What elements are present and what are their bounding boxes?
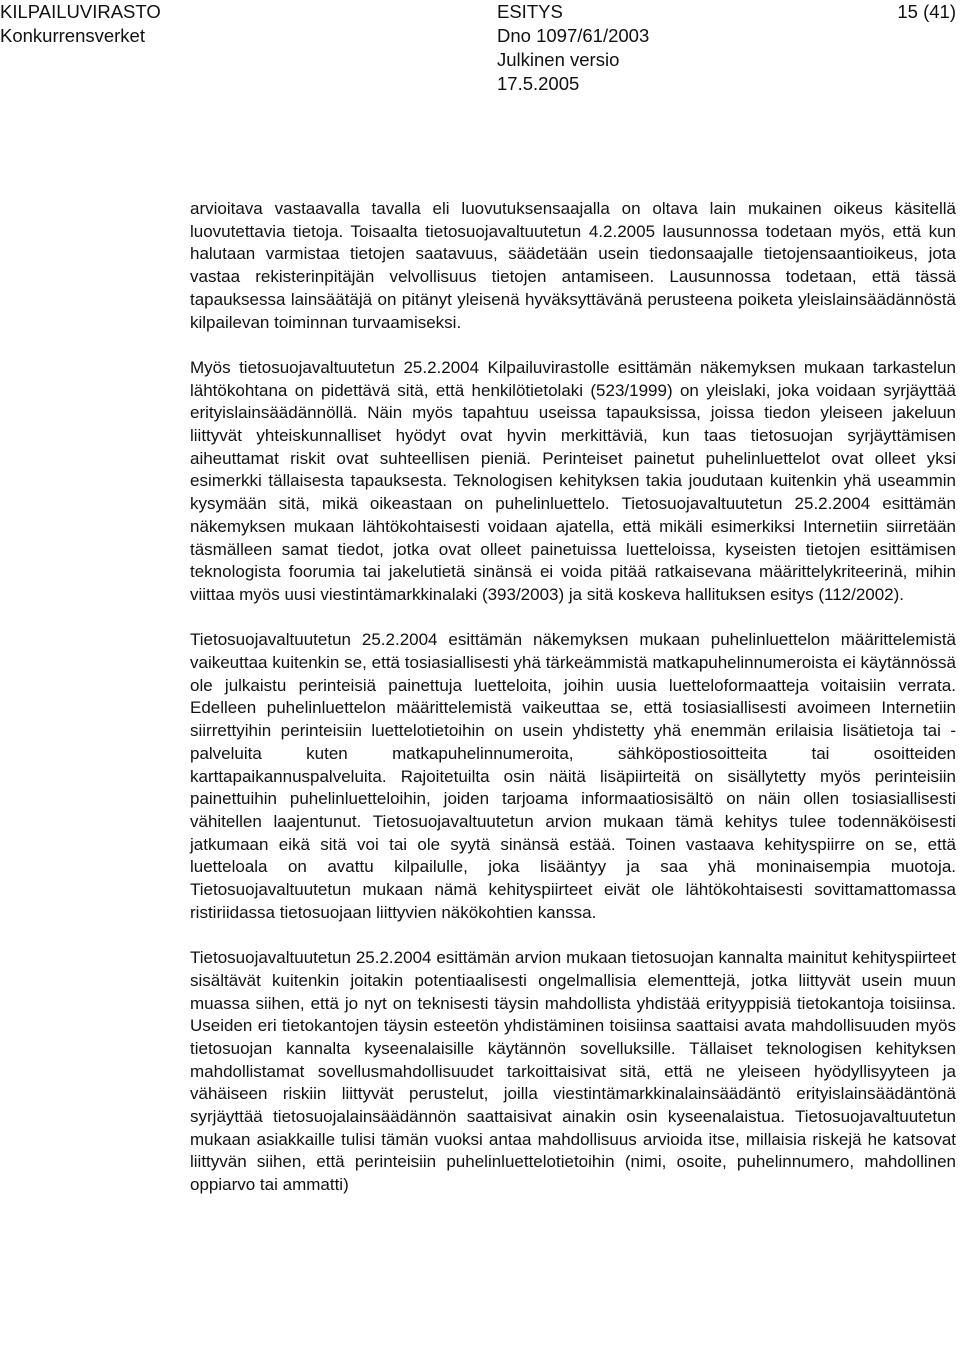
agency-name-swedish: Konkurrensverket xyxy=(0,25,145,46)
document-header xyxy=(0,0,960,96)
body-paragraph: Myös tietosuojavaltuutetun 25.2.2004 Kilpailuvirastolle esittämän näkemyksen mukaan tarkastelun lähtökohtana on pidettävä sitä, että henkilötietolaki (523/1999) on yleislaki, joka voidaan syrjäyttää erityislainsäädännöllä. Näin myös tapahtuu useissa tapauksissa, joissa tiedon yleiseen jakeluun liittyvät yhteiskunnalliset hyödyt ovat hyvin merkittäviä, kun taas tietosuojan syrjäyttämisen aiheuttamat riskit ovat suhteellisen pieniä. Perinteiset painetut puhelinluettelot ovat olleet yksi esimerkki tällaisesta tapauksesta. Teknologisen kehityksen takia joudutaan kuitenkin yhä useammin kysymään sitä, mikä oikeastaan on puhelinluettelo. Tietosuojavaltuutetun 25.2.2004 esittämän näkemyksen mukaan lähtökohtaisesti voidaan ajatella, että mikäli esimerkiksi Internetiin siirretään täsmälleen samat tiedot, jotka ovat olleet painetuissa luetteloissa, kyseisten tietojen esittämisen teknologista foorumia tai jakelutietä sinänsä ei voida pitää ratkaisevana määrittelykriteerinä, mihin viittaa myös uusi viestintämarkkinalaki (393/2003) ja sitä koskeva hallituksen esitys (112/2002). xyxy=(190,357,956,604)
body-paragraph: Tietosuojavaltuutetun 25.2.2004 esittämän näkemyksen mukaan puhelinluettelon määrittelemistä vaikeuttaa kuitenkin se, että tosiasiallisesti yhä tärkeämmistä matkapuhelinnumeroista ei käytännössä ole julkaistu perinteisiä painettuja luetteloita, joihin uusia luetteloformaatteja voitaisiin verrata. Edelleen puhelinluettelon määrittelemistä vaikeuttaa se, että tosiasiallisesti avoimeen Internetiin siirrettyihin perinteisiin luettelotietoihin on usein yhdistetty yhä enemmän erilaisia lisätietoja tai -palveluita kuten matkapuhelinnumeroita, sähköpostiosoitteita tai osoitteiden karttapaikannuspalveluita. Rajoitetuilta osin näitä lisäpiirteitä on sisällytetty myös perinteisiin painettuihin puhelinluetteloihin, joiden tarjoama informaatiosisältö on näin ollen tosiasiallisesti vähitellen laajentunut. Tietosuojavaltuutetun arvion mukaan tämä kehitys tulee todennäköisesti jatkumaan eikä sitä voi tai ole syytä sinänsä estää. Toinen vastaava kehityspiirre on se, että luetteloala on avattu kilpailulle, joka lisääntyy ja saa yhä moninaisempia muotoja. Tietosuojavaltuutetun mukaan nämä kehityspiirteet eivät ole lähtökohtaisesti sovittamattomassa ristiriidassa tietosuojaan liittyvien näkökohtien kanssa. xyxy=(190,630,956,922)
case-number: Dno 1097/61/2003 xyxy=(497,25,650,46)
body-paragraph: arvioitava vastaavalla tavalla eli luovutuksensaajalla on oltava lain mukainen oikeus käsitellä luovutettavia tietoja. Toisaalta tietosuojavaltuutetun 4.2.2005 lausunnossa todetaan myös, että kun halutaan varmistaa tietojen saatavuus, säädetään usein tiedonsaajalle tietojensaantioikeus, jota vastaa rekisterinpitäjän velvollisuus tietojen antamiseen. Lausunnossa todetaan, että tässä tapauksessa lainsäätäjä on pitänyt yleisenä hyväksyttävänä perusteena poiketa yleislainsäädännöstä kilpailevan toiminnan turvaamiseksi. xyxy=(190,199,956,332)
document-info-block xyxy=(497,0,649,96)
document-body xyxy=(190,198,956,1197)
agency-name-finnish: KILPAILUVIRASTO xyxy=(0,1,161,22)
document-type: ESITYS xyxy=(497,1,563,22)
document-date: 17.5.2005 xyxy=(497,73,580,94)
agency-name-block xyxy=(0,0,161,48)
document-version: Julkinen versio xyxy=(497,49,620,70)
page-number: 15 (41) xyxy=(897,1,956,22)
body-paragraph: Tietosuojavaltuutetun 25.2.2004 esittämän arvion mukaan tietosuojan kannalta mainitut kehityspiirteet sisältävät kuitenkin joitakin potentiaalisesti ongelmallisia elementtejä, jotka liittyvät usein muun muassa siihen, että jo nyt on teknisesti täysin mahdollista yhdistää erityyppisiä tietokantoja toisiinsa. Useiden eri tietokantojen täysin esteetön yhdistäminen toisiinsa saattaisi avata mahdollisuuden myös tietosuojan kannalta kyseenalaisille käytännön sovelluksille. Tällaiset teknologisen kehityksen mahdollistamat sovellusmahdollisuudet tarkoittaisivat sitä, että ne yleiseen hyödyllisyyteen ja vähäiseen riskiin liittyvät perustelut, joilla viestintämarkkinalainsäädäntö erityislainsäädäntönä syrjäyttää tietosuojalainsäädännön saattaisivat ainakin osin kyseenalaistua. Tietosuojavaltuutetun mukaan asiakkaille tulisi tämän vuoksi antaa mahdollisuus arvioida itse, millaisia riskejä he katsovat liittyvän siihen, että perinteisiin puhelinluettelotietoihin (nimi, osoite, puhelinnumero, mahdollinen oppiarvo tai ammatti) xyxy=(190,948,956,1195)
